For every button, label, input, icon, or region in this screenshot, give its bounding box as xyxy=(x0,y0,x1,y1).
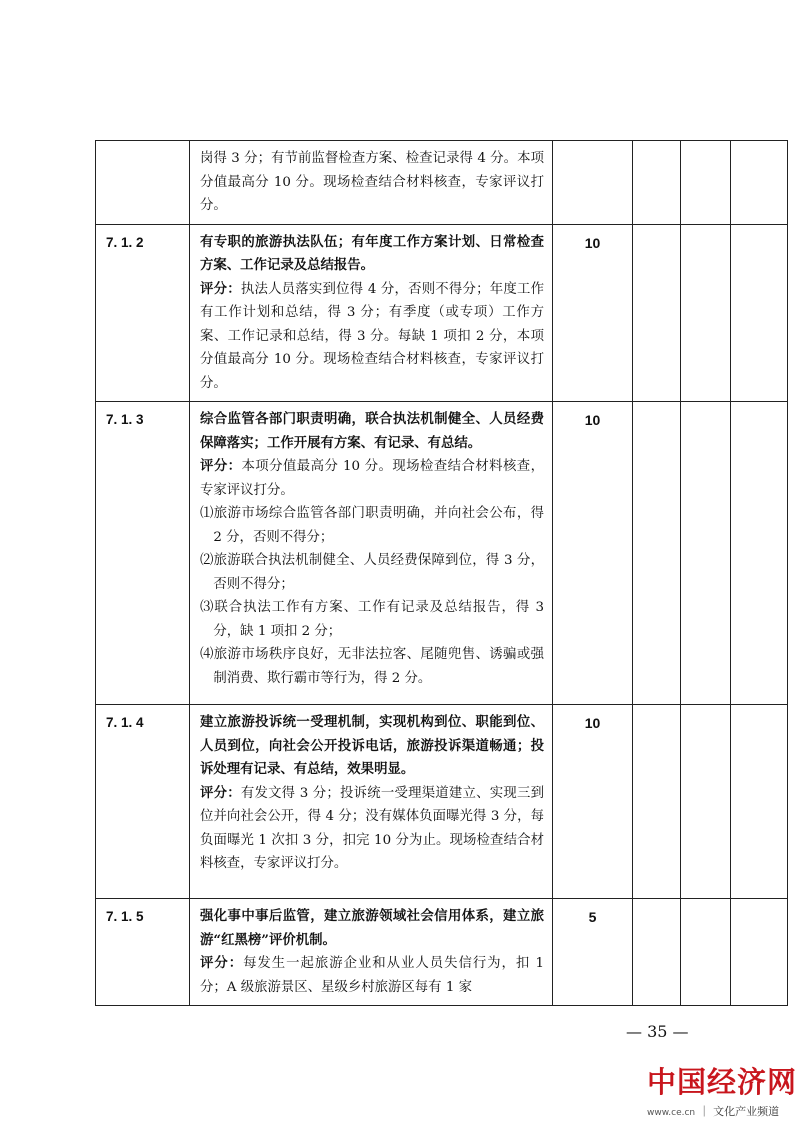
blank-cell xyxy=(731,705,788,899)
watermark-subtitle xyxy=(647,1103,797,1119)
table-row xyxy=(96,899,788,1006)
blank-cell xyxy=(681,899,731,1006)
item-code: 7. 1. 4 xyxy=(96,705,190,899)
points-cell: 5 xyxy=(553,899,633,1006)
blank-cell xyxy=(731,141,788,225)
blank-cell xyxy=(633,141,681,225)
score-label: 评分： xyxy=(200,784,241,801)
table-row xyxy=(96,705,788,899)
blank-cell xyxy=(731,899,788,1006)
requirement-text: 强化事中事后监管，建立旅游领域社会信用体系，建立旅游“红黑榜”评价机制。 xyxy=(200,908,544,948)
list-item: ⑶联合执法工作有方案、工作有记录及总结报告，得 3 分，缺 1 项扣 2 分； xyxy=(200,600,544,639)
blank-cell xyxy=(731,224,788,402)
scoring-table xyxy=(95,140,788,1006)
watermark-logo xyxy=(647,1060,797,1126)
watermark-separator-icon: ｜ xyxy=(698,1105,710,1118)
score-text: 本项分值最高分 10 分。现场检查结合材料核查，专家评议打分。 xyxy=(200,459,544,498)
page-number: — 35 — xyxy=(626,1022,689,1041)
points-cell: 10 xyxy=(553,224,633,402)
criteria-cell xyxy=(190,705,553,899)
watermark-url: www.ce.cn xyxy=(647,1108,696,1118)
score-text: 执法人员落实到位得 4 分，否则不得分；年度工作有工作计划和总结，得 3 分；有季度（或专项）工作方案、工作记录和总结，得 3 分。每缺 1 项扣 2 分，本项分值最高分 10 分。现场检查结合材料核查，专家评议打分。 xyxy=(200,281,545,391)
item-code xyxy=(96,141,190,225)
item-code: 7. 1. 3 xyxy=(96,402,190,705)
criteria-cell xyxy=(190,141,553,225)
criteria-cell xyxy=(190,899,553,1006)
table-row xyxy=(96,402,788,705)
watermark-channel: 文化产业频道 xyxy=(713,1105,780,1118)
criteria-cell xyxy=(190,402,553,705)
score-label: 评分： xyxy=(200,955,244,971)
item-code: 7. 1. 5 xyxy=(96,899,190,1006)
blank-cell xyxy=(633,899,681,1006)
blank-cell xyxy=(633,224,681,402)
score-text: 岗得 3 分；有节前监督检查方案、检查记录得 4 分。本项分值最高分 10 分。现场检查结合材料核查，专家评议打分。 xyxy=(200,151,544,213)
list-item: ⑷旅游市场秩序良好，无非法拉客、尾随兜售、诱骗或强制消费、欺行霸市等行为，得 2 分。 xyxy=(200,647,544,686)
item-code: 7. 1. 2 xyxy=(96,224,190,402)
blank-cell xyxy=(681,402,731,705)
list-item: ⑵旅游联合执法机制健全、人员经费保障到位，得 3 分，否则不得分； xyxy=(200,553,544,592)
blank-cell xyxy=(731,402,788,705)
blank-cell xyxy=(681,705,731,899)
blank-cell xyxy=(681,141,731,225)
watermark-title: 中国经济网 xyxy=(647,1065,798,1099)
points-cell xyxy=(553,141,633,225)
criteria-cell xyxy=(190,224,553,402)
score-text: 有发文得 3 分；投诉统一受理渠道建立、实现三到位并向社会公开，得 4 分；没有媒体负面曝光得 3 分，每负面曝光 1 次扣 3 分，扣完 10 分为止。现场检查结合材料核查，专家评议打分。 xyxy=(200,785,545,871)
points-cell: 10 xyxy=(553,402,633,705)
list-item: ⑴旅游市场综合监管各部门职责明确，并向社会公布，得 2 分，否则不得分； xyxy=(200,506,544,545)
blank-cell xyxy=(633,705,681,899)
blank-cell xyxy=(633,402,681,705)
score-text: 每发生一起旅游企业和从业人员失信行为，扣 1 分；A 级旅游景区、星级乡村旅游区每有 1 家 xyxy=(200,956,544,995)
requirement-text: 综合监管各部门职责明确，联合执法机制健全、人员经费保障落实；工作开展有方案、有记录、有总结。 xyxy=(200,411,544,451)
requirement-text: 建立旅游投诉统一受理机制，实现机构到位、职能到位、人员到位，向社会公开投诉电话，旅游投诉渠道畅通；投诉处理有记录、有总结，效果明显。 xyxy=(200,714,544,777)
score-label: 评分： xyxy=(200,458,242,474)
table-row xyxy=(96,141,788,225)
requirement-text: 有专职的旅游执法队伍；有年度工作方案计划、日常检查方案、工作记录及总结报告。 xyxy=(200,233,544,273)
points-cell: 10 xyxy=(553,705,633,899)
blank-cell xyxy=(681,224,731,402)
table-row xyxy=(96,224,788,402)
score-label: 评分： xyxy=(200,280,241,297)
